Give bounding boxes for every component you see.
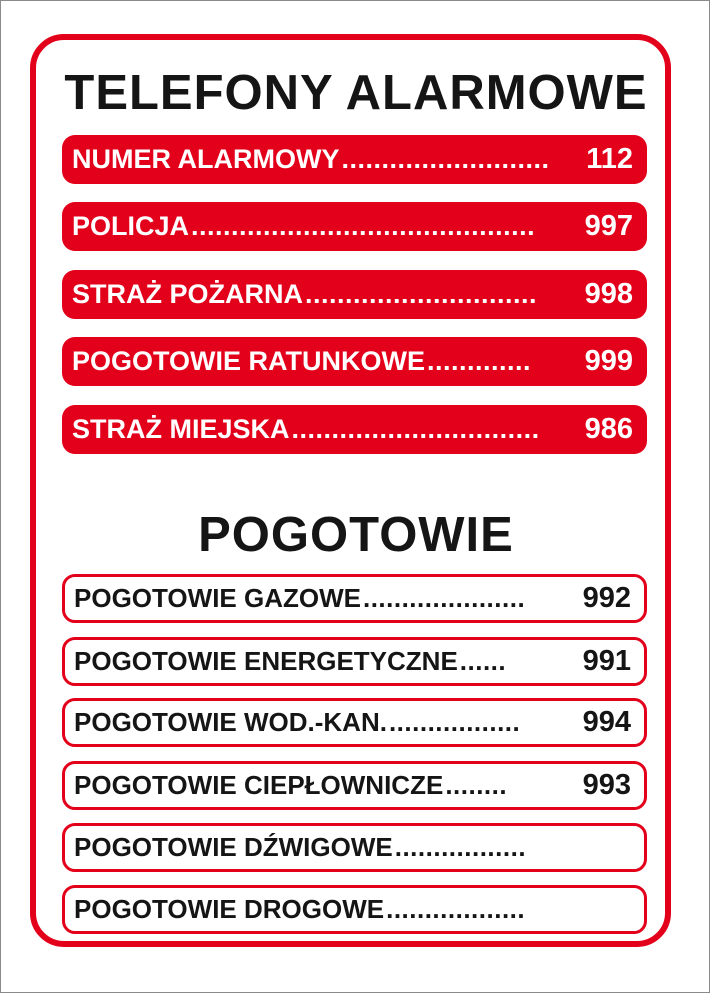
alarm-number: 999 [584,345,633,377]
alarm-row [62,202,647,251]
services-title: POGOTOWIE [198,508,514,562]
service-row [62,823,647,872]
service-number: 992 [582,582,631,614]
alarm-number: 112 [586,143,633,175]
service-label: POGOTOWIE ENERGETYCZNE [74,646,458,676]
alarm-label: POGOTOWIE RATUNKOWE [72,346,425,376]
leader-dots: ..................... [362,583,526,613]
leader-dots: ............. [427,346,532,376]
service-row [62,637,647,686]
alarm-label: STRAŻ MIEJSKA [72,414,290,444]
alarm-row [62,337,647,386]
leader-dots: ............................. [305,279,538,309]
service-number: 993 [582,769,631,801]
service-number: 994 [582,706,631,738]
alarm-row [62,135,647,184]
leader-dots: .......................... [341,144,550,174]
alarm-number: 986 [584,413,633,445]
service-row [62,885,647,934]
service-label: POGOTOWIE DROGOWE [74,894,385,924]
alarm-number: 998 [584,278,633,310]
service-number: 991 [582,645,631,677]
leader-dots: ................. [394,832,527,862]
alarm-label: NUMER ALARMOWY [72,144,340,174]
service-row [62,698,647,747]
leader-dots: ................. [388,707,521,737]
alarm-row [62,405,647,454]
service-label: POGOTOWIE WOD.-KAN. [74,707,387,737]
leader-dots: ...... [459,646,507,676]
alarm-number: 997 [584,210,633,242]
service-label: POGOTOWIE CIEPŁOWNICZE [74,770,444,800]
leader-dots: ........ [445,770,508,800]
leader-dots: ........................................... [191,211,536,241]
service-label: POGOTOWIE DŹWIGOWE [74,832,393,862]
alarm-label: POLICJA [72,211,190,241]
service-row [62,574,647,623]
service-label: POGOTOWIE GAZOWE [74,583,361,613]
leader-dots: .................. [386,894,526,924]
service-row [62,761,647,810]
alarm-title: TELEFONY ALARMOWE [64,66,648,120]
leader-dots: ............................... [291,414,540,444]
alarm-row [62,270,647,319]
alarm-label: STRAŻ POŻARNA [72,279,303,309]
